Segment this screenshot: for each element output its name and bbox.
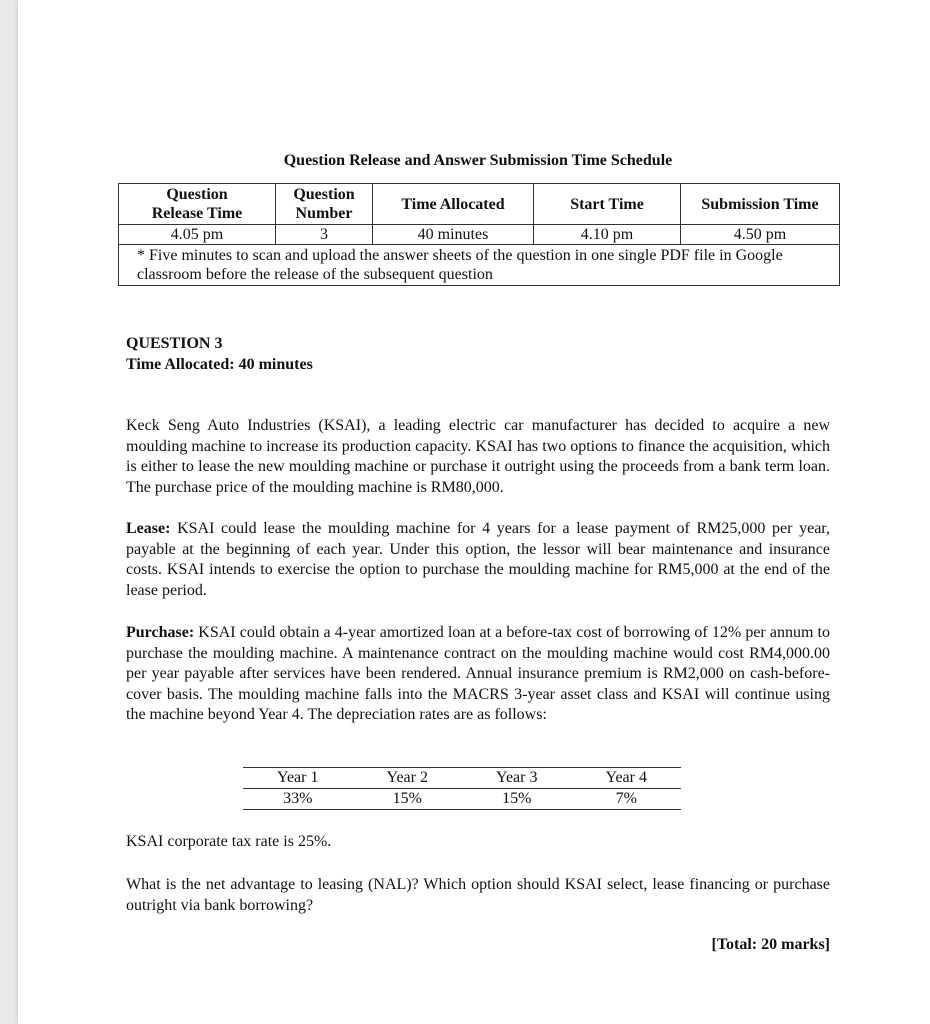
header-question-number: Question Number (276, 184, 373, 225)
total-marks: [Total: 20 marks] (711, 936, 830, 953)
rate-cell: 15% (353, 789, 463, 810)
schedule-note: * Five minutes to scan and upload the answer sheets of the question in one single PDF file in Google classroom before the release of the subsequent question (119, 245, 840, 286)
year-cell: Year 1 (243, 768, 353, 789)
rate-cell: 7% (572, 789, 682, 810)
lease-label: Lease: (126, 520, 171, 537)
depreciation-rate-row (243, 789, 681, 810)
purchase-text: KSAI could obtain a 4-year amortized loan at a before-tax cost of borrowing of 12% per annum to purchase the moulding machine. A maintenance contract on the moulding machine would cost RM4,000.00 per year payable after services have been rendered. Annual insurance premium is RM2,000 on cash-before-cover basis. The moulding machine falls into the MACRS 3-year asset class and KSAI will continue using the machine beyond Year 4. The depreciation rates are as follows: (126, 624, 830, 723)
question-prompt: What is the net advantage to leasing (NAL)? Which option should KSAI select, lease financing or purchase outright via bank borrowing? (126, 876, 830, 914)
schedule-header-row (119, 184, 840, 225)
cell-release-time: 4.05 pm (119, 225, 276, 245)
question-time-allocated: Time Allocated: 40 minutes (126, 356, 313, 373)
lease-text: KSAI could lease the moulding machine for 4 years for a lease payment of RM25,000 per year, payable at the beginning of each year. Under this option, the lessor will bear maintenance and insurance costs. KSAI intends to exercise the option to purchase the moulding machine for RM5,000 at the end of the lease period. (126, 520, 830, 599)
year-cell: Year 4 (572, 768, 682, 789)
cell-question-number: 3 (276, 225, 373, 245)
purchase-label: Purchase: (126, 624, 195, 641)
depreciation-table (243, 767, 681, 810)
depreciation-year-row (243, 768, 681, 789)
schedule-note-row (119, 245, 840, 286)
cell-time-allocated: 40 minutes (373, 225, 534, 245)
header-time-allocated: Time Allocated (373, 184, 534, 225)
rate-cell: 15% (462, 789, 572, 810)
schedule-title: Question Release and Answer Submission Time Schedule (283, 152, 673, 169)
header-start-time: Start Time (534, 184, 681, 225)
question-header (126, 333, 313, 375)
rate-cell: 33% (243, 789, 353, 810)
intro-paragraph: Keck Seng Auto Industries (KSAI), a leading electric car manufacturer has decided to acquire a new moulding machine to increase its production capacity. KSAI has two options to finance the acquisition, which is either to lease the new moulding machine or purchase it outright using the proceeds from a bank term loan. The purchase price of the moulding machine is RM80,000. (126, 417, 830, 496)
year-cell: Year 3 (462, 768, 572, 789)
schedule-table (118, 183, 840, 286)
schedule-data-row (119, 225, 840, 245)
header-release-time: Question Release Time (119, 184, 276, 225)
year-cell: Year 2 (353, 768, 463, 789)
cell-start-time: 4.10 pm (534, 225, 681, 245)
document-page (18, 0, 930, 1024)
purchase-paragraph (126, 623, 830, 726)
cell-submission-time: 4.50 pm (681, 225, 840, 245)
lease-paragraph (126, 519, 830, 601)
tax-rate-text: KSAI corporate tax rate is 25%. (126, 833, 332, 850)
header-submission-time: Submission Time (681, 184, 840, 225)
question-heading: QUESTION 3 (126, 335, 223, 352)
